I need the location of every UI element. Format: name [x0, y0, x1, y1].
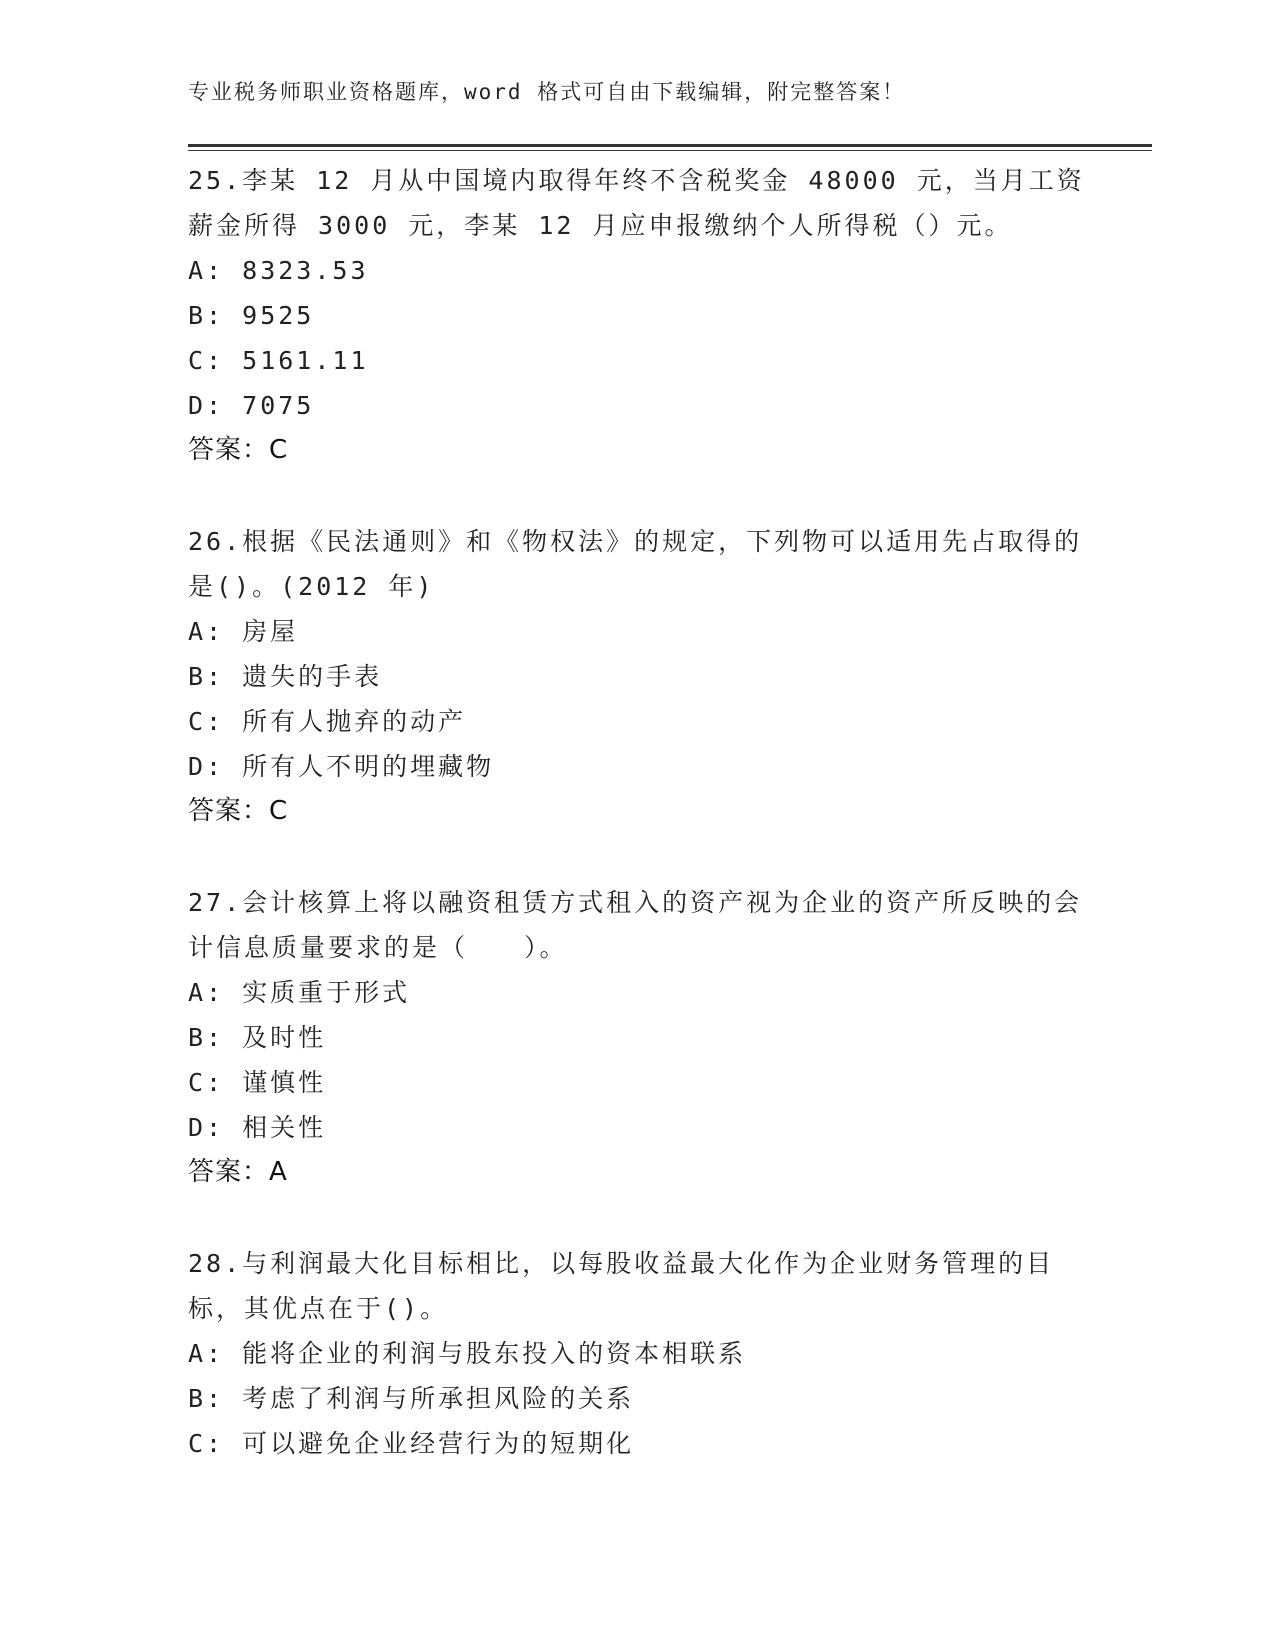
- option-a: A: 房屋: [188, 617, 299, 646]
- option-b: B: 遗失的手表: [188, 662, 383, 691]
- option-b: B: 及时性: [188, 1023, 327, 1052]
- question-26: [188, 519, 1088, 834]
- header-divider-thin: [188, 150, 1152, 151]
- answer-line: 答案：A: [188, 1157, 288, 1187]
- question-28: [188, 1241, 1088, 1466]
- option-c: C: 所有人抛弃的动产: [188, 707, 467, 736]
- option-c: C: 谨慎性: [188, 1068, 327, 1097]
- header-divider-thick: [188, 144, 1152, 147]
- question-stem: 27.会计核算上将以融资租赁方式租入的资产视为企业的资产所反映的会计信息质量要求的是（ ）。: [188, 888, 1083, 962]
- option-c: C: 5161.11: [188, 346, 369, 375]
- option-d: D: 所有人不明的埋藏物: [188, 752, 495, 781]
- option-b: B: 9525: [188, 301, 315, 330]
- question-stem: 28.与利润最大化目标相比，以每股收益最大化作为企业财务管理的目标，其优点在于()。: [188, 1249, 1055, 1323]
- option-a: A: 实质重于形式: [188, 978, 411, 1007]
- option-a: A: 8323.53: [188, 256, 369, 285]
- question-stem: 26.根据《民法通则》和《物权法》的规定，下列物可以适用先占取得的是()。(2012 年): [188, 527, 1083, 601]
- option-d: D: 相关性: [188, 1113, 327, 1142]
- question-27: [188, 880, 1088, 1195]
- option-a: A: 能将企业的利润与股东投入的资本相联系: [188, 1339, 747, 1368]
- question-25: [188, 158, 1088, 473]
- option-d: D: 7075: [188, 391, 315, 420]
- option-c: C: 可以避免企业经营行为的短期化: [188, 1429, 635, 1458]
- answer-line: 答案：C: [188, 435, 289, 465]
- question-stem: 25.李某 12 月从中国境内取得年终不含税奖金 48000 元，当月工资薪金所得 3000 元，李某 12 月应申报缴纳个人所得税（）元。: [188, 166, 1085, 240]
- question-list: [188, 158, 1088, 1512]
- option-b: B: 考虑了利润与所承担风险的关系: [188, 1384, 635, 1413]
- answer-line: 答案：C: [188, 796, 289, 826]
- page-header: 专业税务师职业资格题库，word 格式可自由下载编辑，附完整答案！: [188, 80, 906, 104]
